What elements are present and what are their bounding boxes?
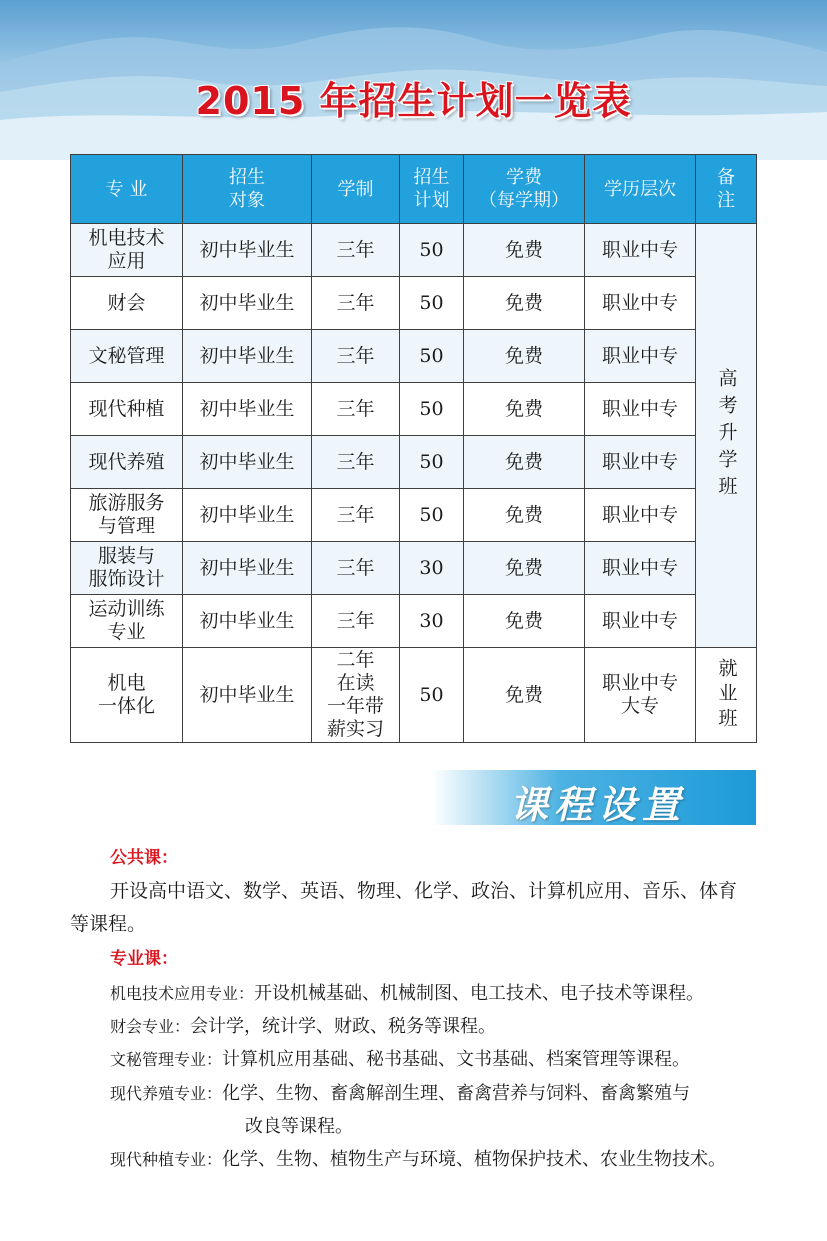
cell-target: 初中毕业生: [183, 436, 312, 489]
course-item-text: 改良等课程。: [245, 1116, 353, 1137]
cell-target: 初中毕业生: [183, 489, 312, 542]
cell-target: 初中毕业生: [183, 330, 312, 383]
cell-plan: 50: [400, 648, 464, 743]
cell-plan: 50: [400, 330, 464, 383]
cell-major: 现代养殖: [71, 436, 183, 489]
table-row: [71, 595, 757, 648]
course-item: [110, 1143, 790, 1176]
header-duration: 学制: [312, 155, 400, 224]
course-item-text: 开设机械基础、机械制图、电工技术、电子技术等课程。: [254, 983, 705, 1004]
enrollment-plan-table: [70, 154, 757, 743]
cell-target: 初中毕业生: [183, 277, 312, 330]
cell-major: 机电技术 应用: [71, 224, 183, 277]
table-row: [71, 330, 757, 383]
cell-plan: 50: [400, 383, 464, 436]
table-row: [71, 383, 757, 436]
course-section-banner: [432, 770, 756, 825]
page-title: 2015 年招生计划一览表: [195, 79, 632, 123]
course-item: [110, 1077, 790, 1110]
cell-major: 财会: [71, 277, 183, 330]
cell-major: 服装与 服饰设计: [71, 542, 183, 595]
cell-duration: 三年: [312, 595, 400, 648]
header-major: 专 业: [71, 155, 183, 224]
cell-fee: 免费: [464, 383, 585, 436]
cell-duration: 三年: [312, 277, 400, 330]
table-row: [71, 648, 757, 743]
cell-duration: 三年: [312, 330, 400, 383]
cell-major: 文秘管理: [71, 330, 183, 383]
cell-fee: 免费: [464, 648, 585, 743]
course-item-text: 化学、生物、植物生产与环境、植物保护技术、农业生物技术。: [222, 1149, 727, 1170]
public-courses-section: [70, 842, 770, 941]
header-target: 招生 对象: [183, 155, 312, 224]
course-item: [110, 977, 790, 1010]
public-courses-line1: 开设高中语文、数学、英语、物理、化学、政治、计算机应用、音乐、体育: [110, 880, 738, 902]
cell-major: 运动训练 专业: [71, 595, 183, 648]
cell-target: 初中毕业生: [183, 542, 312, 595]
cell-plan: 50: [400, 489, 464, 542]
course-item-continuation: [245, 1110, 745, 1143]
cell-note-gaokao: 高考升学班: [696, 224, 757, 648]
course-item-name: 现代养殖专业：: [110, 1084, 223, 1103]
course-item-text: 化学、生物、畜禽解剖生理、畜禽营养与饲料、畜禽繁殖与: [222, 1083, 691, 1104]
table-row: [71, 542, 757, 595]
cell-plan: 30: [400, 542, 464, 595]
cell-duration: 三年: [312, 224, 400, 277]
cell-plan: 50: [400, 277, 464, 330]
course-item-name: 机电技术应用专业：: [110, 984, 255, 1003]
cell-duration: 三年: [312, 436, 400, 489]
header-note: 备 注: [696, 155, 757, 224]
cell-level: 职业中专: [585, 330, 696, 383]
cell-fee: 免费: [464, 224, 585, 277]
cell-target: 初中毕业生: [183, 648, 312, 743]
major-courses-section: [70, 943, 770, 976]
course-item: [110, 1043, 790, 1076]
table-row: [71, 436, 757, 489]
cell-plan: 50: [400, 224, 464, 277]
cell-level: 职业中专: [585, 489, 696, 542]
course-item-name: 财会专业：: [110, 1017, 191, 1036]
course-item-name: 现代种植专业：: [110, 1150, 223, 1169]
cell-fee: 免费: [464, 489, 585, 542]
cell-level: 职业中专: [585, 277, 696, 330]
cell-level: 职业中专: [585, 224, 696, 277]
cell-plan: 30: [400, 595, 464, 648]
cell-level: 职业中专: [585, 542, 696, 595]
course-item: [110, 1010, 790, 1043]
course-item-name: 文秘管理专业：: [110, 1050, 223, 1069]
cell-target: 初中毕业生: [183, 383, 312, 436]
header-level: 学历层次: [585, 155, 696, 224]
banner-title: 课程设置: [509, 782, 686, 827]
cell-duration: 三年: [312, 489, 400, 542]
cell-duration: 二年 在读 一年带 薪实习: [312, 648, 400, 743]
table-row: [71, 224, 757, 277]
cell-target: 初中毕业生: [183, 595, 312, 648]
cell-target: 初中毕业生: [183, 224, 312, 277]
cell-major: 旅游服务 与管理: [71, 489, 183, 542]
table-header-row: [71, 155, 757, 224]
course-item-text: 会计学，统计学、财政、税务等课程。: [190, 1016, 497, 1037]
cell-level: 职业中专: [585, 436, 696, 489]
cell-fee: 免费: [464, 436, 585, 489]
cell-fee: 免费: [464, 595, 585, 648]
cell-duration: 三年: [312, 542, 400, 595]
course-item-text: 计算机应用基础、秘书基础、文书基础、档案管理等课程。: [222, 1049, 691, 1070]
cell-note-employment: 就业班: [696, 648, 757, 743]
cell-level: 职业中专 大专: [585, 648, 696, 743]
cell-duration: 三年: [312, 383, 400, 436]
public-courses-label: 公共课：: [110, 848, 178, 868]
cell-fee: 免费: [464, 542, 585, 595]
public-courses-line2: 等课程。: [70, 913, 147, 935]
cell-fee: 免费: [464, 330, 585, 383]
cell-fee: 免费: [464, 277, 585, 330]
cell-major: 现代种植: [71, 383, 183, 436]
cell-level: 职业中专: [585, 383, 696, 436]
header-fee: 学费 （每学期）: [464, 155, 585, 224]
cell-plan: 50: [400, 436, 464, 489]
table-row: [71, 277, 757, 330]
major-courses-label: 专业课：: [110, 949, 178, 969]
cell-major: 机电 一体化: [71, 648, 183, 743]
cell-level: 职业中专: [585, 595, 696, 648]
header-plan: 招生 计划: [400, 155, 464, 224]
table-row: [71, 489, 757, 542]
